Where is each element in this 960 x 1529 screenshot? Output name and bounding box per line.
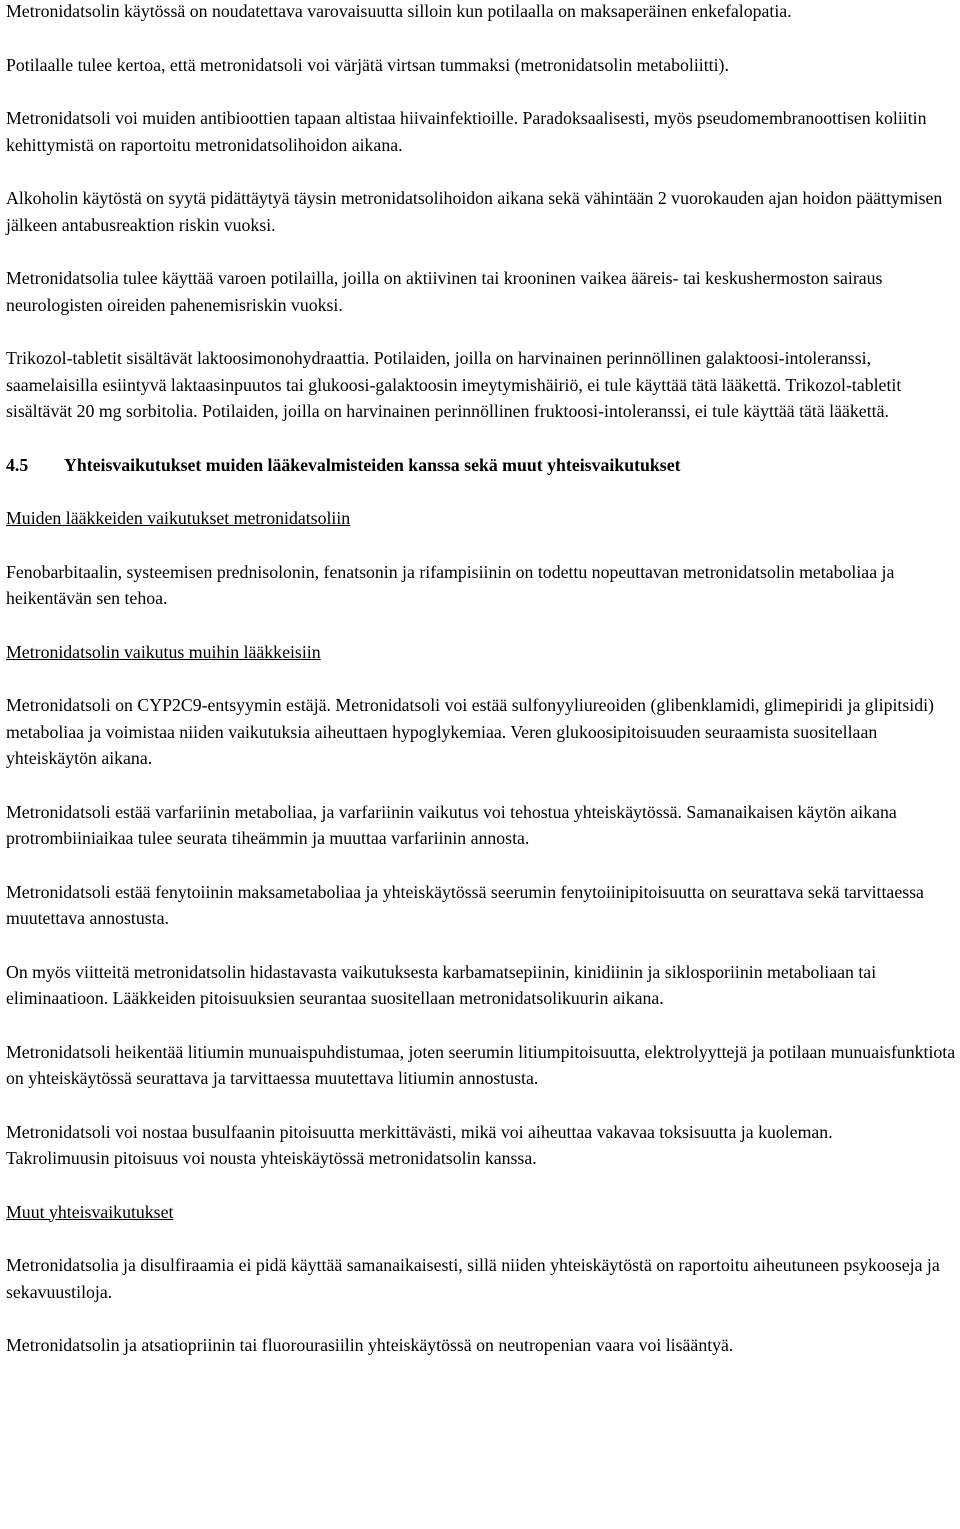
paragraph-warfarin: Metronidatsoli estää varfariinin metaboliaa, ja varfariinin vaikutus voi tehostua yhteiskäytössä. Samanaikaisen käytön aikana protrombiiniaikaa tulee seurata tiheämmin ja muuttaa varfariinin annosta. — [6, 801, 897, 848]
subheading-effects-on-metronidazole: Muiden lääkkeiden vaikutukset metronidatsoliin — [6, 508, 351, 528]
section-heading — [6, 452, 956, 479]
section-number: 4.5 — [6, 454, 29, 475]
paragraph-cyp2c9: Metronidatsoli on CYP2C9-entsyymin estäjä. Metronidatsoli voi estää sulfonyyliureoiden (glibenklamidi, glimepiridi ja glipitsidi) metaboliaa ja voimistaa niiden vaikutuksia aiheuttaen hypoglykemiaa. Veren glukoosipitoisuuden seuraamista suositellaan yhteiskäytön aikana. — [6, 695, 934, 768]
paragraph-lithium: Metronidatsoli heikentää litiumin munuaispuhdistumaa, joten seerumin litiumpitoisuutta, elektrolyyttejä ja potilaan munuaisfunktiota on yhteiskäytössä seurattava ja tarvittaessa muutettava litiumin annostusta. — [6, 1041, 956, 1088]
paragraph-urine-color: Potilaalle tulee kertoa, että metronidatsoli voi värjätä virtsan tummaksi (metronidatsolin metaboliitti). — [6, 54, 729, 75]
subheading-other-interactions: Muut yhteisvaikutukset — [6, 1201, 174, 1222]
paragraph-tacrolimus: Takrolimuusin pitoisuus voi nousta yhteiskäytössä metronidatsolin kanssa. — [6, 1148, 537, 1168]
paragraph-phenytoin: Metronidatsoli estää fenytoiinin maksametaboliaa ja yhteiskäytössä seerumin fenytoiinipitoisuutta on seurattava sekä tarvittaessa muutettava annostusta. — [6, 881, 924, 928]
document-page — [6, 0, 956, 1386]
paragraph-lactose: Trikozol-tabletit sisältävät laktoosimonohydraattia. Potilaiden, joilla on harvinainen perinnöllinen galaktoosi-intoleranssi, saamelaisilla esiintyvä laktaasinpuutos tai glukoosi-galaktoosin imeytymishäiriö, ei tule käyttää tätä lääkettä. Trikozol-tabletit sisältävät 20 mg sorbitolia. Potilaiden, joilla on harvinainen perinnöllinen fruktoosi-intoleranssi, ei tule käyttää tätä lääkettä. — [6, 348, 902, 421]
paragraph-enkefalopatia: Metronidatsolin käytössä on noudatettava varovaisuutta silloin kun potilaalla on maksaperäinen enkefalopatia. — [6, 1, 792, 21]
paragraph-azathioprine: Metronidatsolin ja atsatiopriinin tai fluorourasiilin yhteiskäytössä on neutropenian vaara voi lisääntyä. — [6, 1335, 734, 1355]
section-title: Yhteisvaikutukset muiden lääkevalmisteiden kanssa sekä muut yhteisvaikutukset — [64, 454, 681, 475]
subheading-effects-on-other-drugs: Metronidatsolin vaikutus muihin lääkkeisiin — [6, 641, 321, 662]
paragraph-alcohol: Alkoholin käytöstä on syytä pidättäytyä täysin metronidatsolihoidon aikana sekä vähintään 2 vuorokauden ajan hoidon päättymisen jälkeen antabusreaktion riskin vuoksi. — [6, 188, 943, 235]
paragraph-carbamazepine: On myös viitteitä metronidatsolin hidastavasta vaikutuksesta karbamatsepiinin, kinidiinin ja siklosporiinin metaboliaan tai eliminaatioon. Lääkkeiden pitoisuuksien seurantaa suositellaan metronidatsolikuurin aikana. — [6, 961, 877, 1008]
paragraph-neurological: Metronidatsolia tulee käyttää varoen potilailla, joilla on aktiivinen tai krooninen vaikea ääreis- tai keskushermoston sairaus neurologisten oireiden pahenemisriskin vuoksi. — [6, 268, 883, 315]
paragraph-busulfan: Metronidatsoli voi nostaa busulfaanin pitoisuutta merkittävästi, mikä voi aiheuttaa vakavaa toksisuutta ja kuoleman. — [6, 1121, 833, 1142]
paragraph-yeast-infections: Metronidatsoli voi muiden antibioottien tapaan altistaa hiivainfektioille. Paradoksaalisesti, myös pseudomembranoottisen koliitin kehittymistä on raportoitu metronidatsolihoidon aikana. — [6, 108, 927, 155]
paragraph-disulfiram: Metronidatsolia ja disulfiraamia ei pidä käyttää samanaikaisesti, sillä niiden yhteiskäytöstä on raportoitu aiheutuneen psykooseja ja sekavuustiloja. — [6, 1255, 940, 1302]
paragraph-fenobarbital: Fenobarbitaalin, systeemisen prednisolonin, fenatsonin ja rifampisiinin on todettu nopeuttavan metronidatsolin metaboliaa ja heikentävän sen tehoa. — [6, 561, 895, 608]
